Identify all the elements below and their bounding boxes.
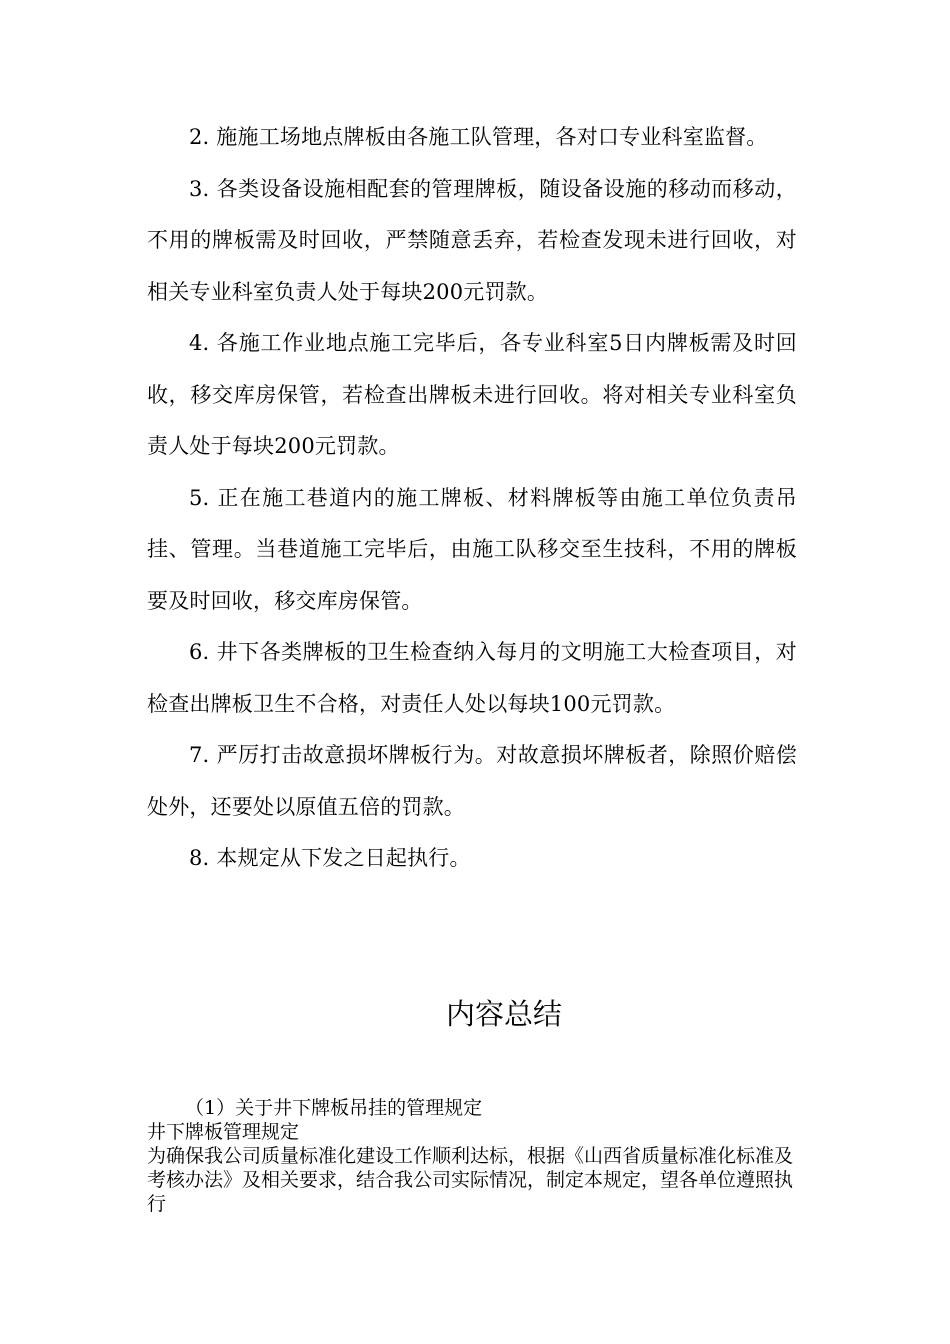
summary-text: 为确保我公司质量标准化建设工作顺利达标，根据《山西省质量标准化标准及考核办法》及相关要求，结合我公司实际情况，制定本规定，望各单位遵照执行: [147, 1145, 794, 1215]
summary-subtitle: 井下牌板管理规定: [147, 1121, 300, 1143]
summary-title: 内容总结: [445, 997, 562, 1031]
paragraph-item-4: 4. 各施工作业地点施工完毕后，各专业科室5日内牌板需及时回收，移交库房保管，若检查出牌板未进行回收。将对相关专业科室负责人处于每块200元罚款。: [147, 331, 797, 458]
paragraph-item-6: 6. 井下各类牌板的卫生检查纳入每月的文明施工大检查项目，对检查出牌板卫生不合格，对责任人处以每块100元罚款。: [147, 640, 797, 716]
paragraph-item-7: 7. 严厉打击故意损坏牌板行为。对故意损坏牌板者，除照价赔偿处外，还要处以原值五倍的罚款。: [147, 743, 797, 819]
paragraph-item-2: 2. 施施工场地点牌板由各施工队管理，各对口专业科室监督。: [189, 125, 768, 149]
regulation-body: [147, 112, 797, 885]
paragraph-item-5: 5. 正在施工巷道内的施工牌板、材料牌板等由施工单位负责吊挂、管理。当巷道施工完毕后，由施工队移交至生技科，不用的牌板要及时回收，移交库房保管。: [147, 485, 797, 613]
paragraph-item-8: 8. 本规定从下发之日起执行。: [189, 846, 471, 870]
summary-item: （1）关于井下牌板吊挂的管理规定: [185, 1097, 483, 1119]
summary-block: [147, 1096, 797, 1216]
paragraph-item-3: 3. 各类设备设施相配套的管理牌板，随设备设施的移动而移动，不用的牌板需及时回收，严禁随意丢弃，若检查发现未进行回收，对相关专业科室负责人处于每块200元罚款。: [147, 176, 797, 304]
